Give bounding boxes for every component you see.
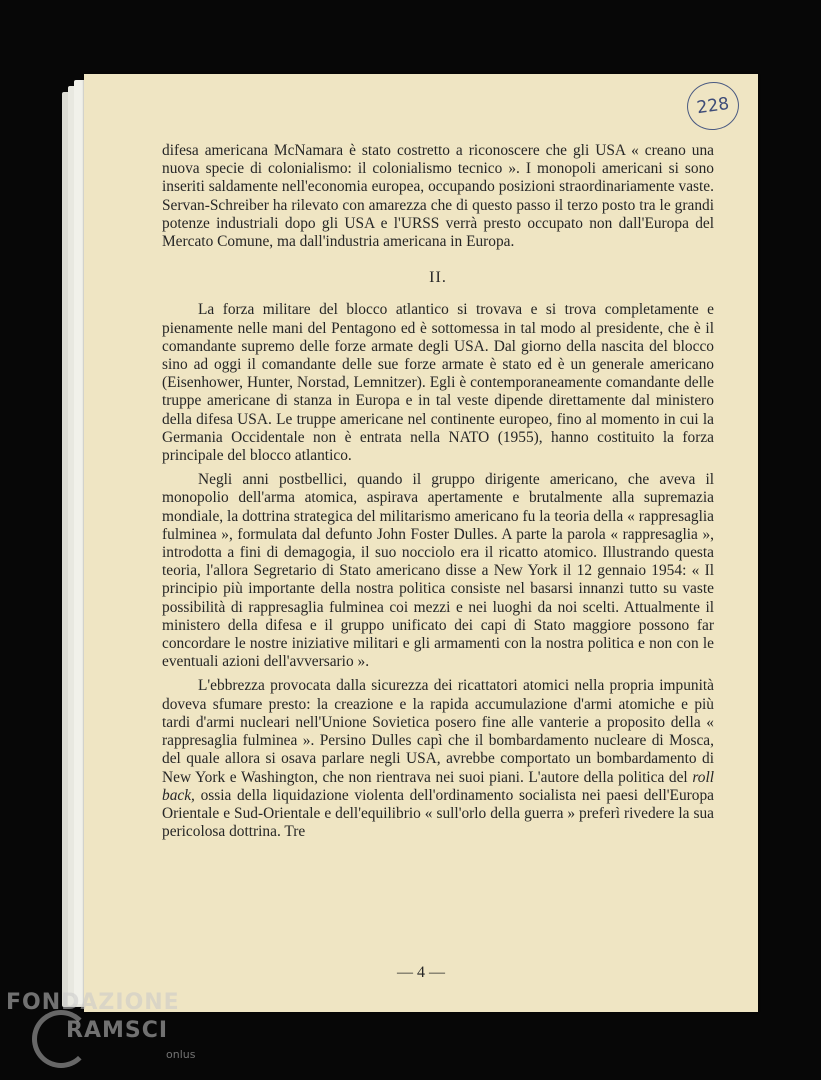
watermark-line1: FONDAZIONE [6,990,180,1015]
paragraph-text: ossia della liquidazione violenta dell'ordinamento socialista nei paesi dell'Europa Orientale e Sud-Orientale e dell'equilibrio « sull'orlo della guerra » preferì rivedere la sua pericolosa dottrina. Tre [162,786,714,841]
watermark-logo [6,990,216,1080]
page-body [162,142,714,841]
section-heading: II. [429,269,447,287]
paragraph-last [162,677,714,841]
paragraph-text: L'ebbrezza provocata dalla sicurezza dei ricattatori atomici nella propria impunità doveva sfumare presto: la creazione e la rapida accumulazione d'armi atomiche e più tardi d'armi nucleari nell'Unione Sovietica posero fine alle vanterie a proposito della « rappresaglia fulminea ». Persino Dulles capì che il bombardamento nucleare di Mosca, del quale allora si osava parlare negli USA, avrebbe comportato un bombardamento di New York e Washington, che non rientrava nei suoi piani. L'autore della politica del [162,677,714,786]
page-number: — 4 — [397,964,445,981]
paragraph: La forza militare del blocco atlantico si trovava e si trova completamente e pienamente nelle mani del Pentagono ed è sottomessa in tal modo al presidente, che è il comandante supremo delle forze armate degli USA. Dal giorno della nascita del blocco sino ad oggi il comandante delle sue forze armate è stato ed è un generale americano (Eisenhower, Hunter, Norstad, Lemnitzer). Egli è contemporaneamente comandante delle truppe americane di stanza in Europa e in tal veste dipende direttamente dal ministero della difesa USA. Le truppe americane nel continente europeo, fino al momento in cui la Germania Occidentale non è entrata nella NATO (1955), hanno costituito la forza principale del blocco atlantico. [162,301,714,465]
paragraph-continued: difesa americana McNamara è stato costretto a riconoscere che gli USA « creano una nuova specie di colonialismo: il colonialismo tecnico ». I monopoli americani si sono inseriti saldamente nell'economia europea, occupando posizioni straordinariamente vaste. Servan-Schreiber ha rilevato con amarezza che di questo passo il terzo posto tra le grandi potenze industriali dopo gli USA e l'URSS verrà presto occupato non dall'Europa del Mercato Comune, ma dall'industria americana in Europa. [162,142,714,251]
watermark-line2: RAMSCI [66,1018,169,1043]
document-page [84,74,758,1012]
paragraph: Negli anni postbellici, quando il gruppo dirigente americano, che aveva il monopolio dell'arma atomica, aspirava apertamente e brutalmente alla supremazia mondiale, la dottrina strategica del militarismo americano fu la teoria della « rappresaglia fulminea », formulata dal defunto John Foster Dulles. A parte la parola « rappresaglia », introdotta a fini di demagogia, il suo nocciolo era il ricatto atomico. Illustrando questa teoria, l'allora Segretario di Stato americano disse a New York il 12 gennaio 1954: « Il principio più importante della nostra politica consiste nel basarsi innanzi tutto su vaste possibilità di rappresaglia fulminea coi mezzi e nei luoghi da noi scelti. Attualmente il ministero della difesa e il gruppo unificato dei capi di Stato maggiore possono far concordare le nostre iniziative militari e gli armamenti con la nostra politica e non con le eventuali azioni dell'avversario ». [162,471,714,671]
watermark-line3: onlus [166,1048,196,1061]
italic-term: roll back, [162,768,714,804]
archive-number-stamp: 228 [684,79,742,134]
